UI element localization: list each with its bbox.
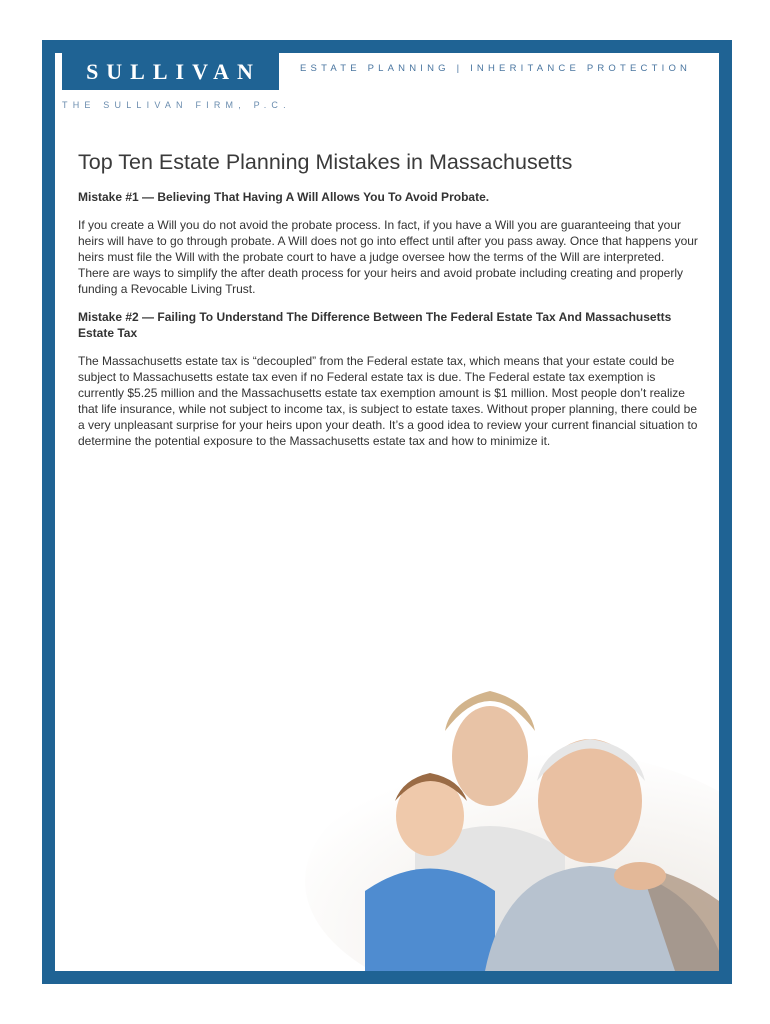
document-body [78,150,698,461]
family-photo [245,661,719,971]
section-heading-2: Mistake #2 — Failing To Understand The Difference Between The Federal Estate Tax And Massachusetts Estate Tax [78,310,672,340]
tagline: ESTATE PLANNING | INHERITANCE PROTECTION [300,63,692,74]
page-title: Top Ten Estate Planning Mistakes in Massachusetts [78,150,573,174]
section-heading-1: Mistake #1 — Believing That Having A Will Allows You To Avoid Probate. [78,190,490,204]
section-body-2: The Massachusetts estate tax is “decoupled” from the Federal estate tax, which means that your estate could be subject to Massachusetts estate tax even if no Federal estate tax is due. The Federal estate tax exemption is currently $5.25 million and the Massachusetts estate tax exemption amount is $1 million. Most people don’t realize that life insurance, while not subject to income tax, is subject to estate taxes. Without proper planning, there could be a very unpleasant surprise for your heirs upon your death. It’s a good idea to review your current financial situation to determine the potential exposure to the Massachusetts estate tax and how to minimize it. [78,354,698,448]
sullivan-logo: SULLIVAN [62,53,279,90]
section-body-1: If you create a Will you do not avoid the probate process. In fact, if you have a Will you are guaranteeing that your heirs will have to go through probate. A Will does not go into effect until after you pass away. Once that happens your heirs must file the Will with the probate court to have a judge oversee how the terms of the Will are interpreted. There are ways to simplify the after death process for your heirs and avoid probate including creating and properly funding a Revocable Living Trust. [78,218,698,296]
firm-name: THE SULLIVAN FIRM, P.C. [62,100,291,110]
page [55,53,719,971]
page-border [42,40,732,984]
